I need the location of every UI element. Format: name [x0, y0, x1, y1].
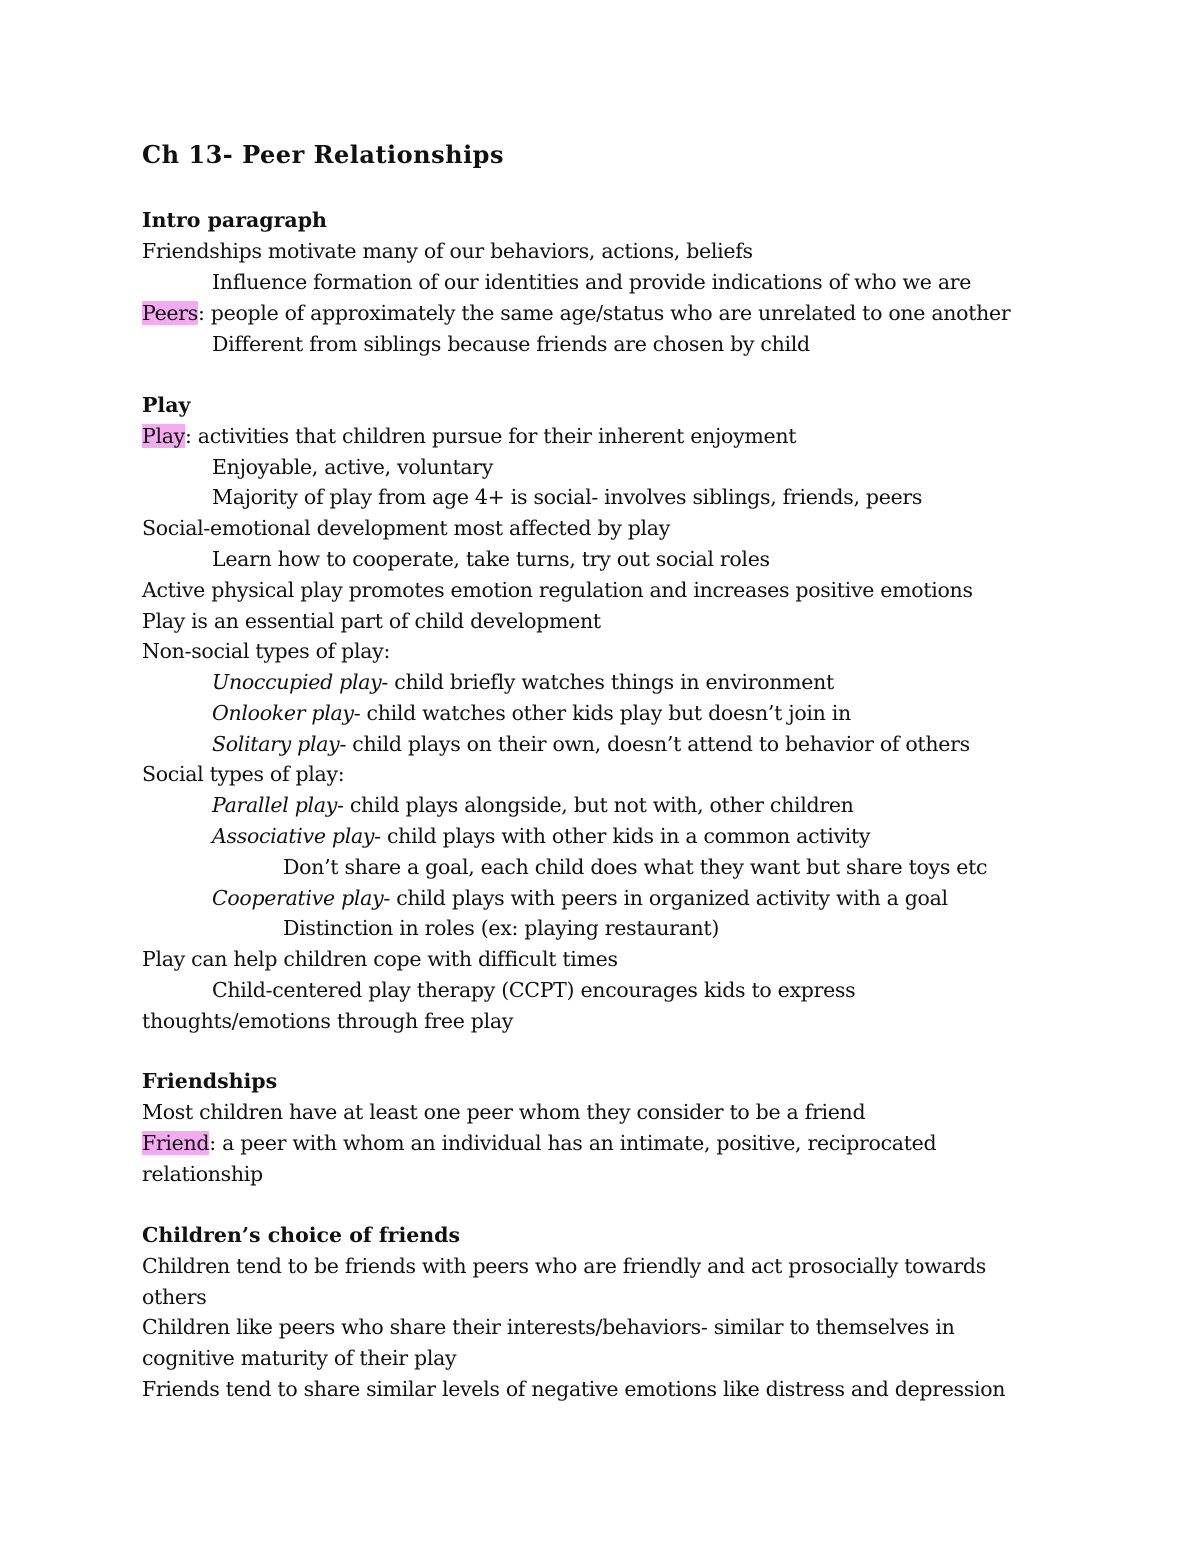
text-line: cognitive maturity of their play — [142, 1346, 457, 1370]
text-line: Friends tend to share similar levels of negative emotions like distress and depression — [142, 1377, 1006, 1401]
text-line: Child-centered play therapy (CCPT) encourages kids to express — [212, 978, 856, 1002]
text-line: thoughts/emotions through free play — [142, 1009, 514, 1033]
section-heading-intro: Intro paragraph — [142, 208, 327, 232]
text-line — [212, 883, 1112, 914]
text-line: Majority of play from age 4+ is social- involves siblings, friends, peers — [212, 485, 923, 509]
definition-text: : people of approximately the same age/status who are unrelated to one another — [197, 301, 1011, 325]
definition-text: - child watches other kids play but doesn’t join in — [353, 701, 851, 725]
section-heading-friendships: Friendships — [142, 1069, 278, 1093]
definition-text: - child plays with peers in organized activity with a goal — [383, 886, 948, 910]
text-line — [142, 1128, 1042, 1159]
highlighted-term-friend: Friend — [142, 1131, 210, 1155]
definition-text: - child plays alongside, but not with, other children — [337, 793, 854, 817]
text-line: Play can help children cope with difficult times — [142, 947, 618, 971]
italic-term: Onlooker play — [212, 701, 354, 725]
section-heading-choice-of-friends: Children’s choice of friends — [142, 1223, 461, 1247]
text-line: others — [142, 1285, 207, 1309]
text-line: Children tend to be friends with peers who are friendly and act prosocially towards — [142, 1254, 986, 1278]
italic-term: Associative play — [212, 824, 375, 848]
text-line — [212, 729, 1112, 760]
text-line: Influence formation of our identities and provide indications of who we are — [212, 270, 972, 294]
italic-term: Unoccupied play — [212, 670, 382, 694]
highlighted-term-play: Play — [142, 424, 185, 448]
text-line — [212, 821, 1112, 852]
italic-term: Solitary play — [212, 732, 340, 756]
text-line: Non-social types of play: — [142, 639, 391, 663]
text-line: Children like peers who share their interests/behaviors- similar to themselves in — [142, 1315, 955, 1339]
text-line — [212, 667, 1112, 698]
page-title: Ch 13- Peer Relationships — [142, 140, 504, 169]
text-line — [142, 298, 1042, 329]
italic-term: Parallel play — [212, 793, 338, 817]
text-line: Friendships motivate many of our behaviors, actions, beliefs — [142, 239, 753, 263]
text-line — [212, 698, 1112, 729]
text-line: Social types of play: — [142, 762, 345, 786]
text-line: Social-emotional development most affected by play — [142, 516, 670, 540]
text-line: relationship — [142, 1162, 263, 1186]
definition-text: : activities that children pursue for their inherent enjoyment — [184, 424, 797, 448]
highlighted-term-peers: Peers — [142, 301, 198, 325]
text-line: Different from siblings because friends are chosen by child — [212, 332, 810, 356]
definition-text: - child plays with other kids in a common activity — [374, 824, 871, 848]
text-line: Active physical play promotes emotion regulation and increases positive emotions — [142, 578, 973, 602]
definition-text: : a peer with whom an individual has an intimate, positive, reciprocated — [209, 1131, 937, 1155]
text-line: Most children have at least one peer whom they consider to be a friend — [142, 1100, 866, 1124]
text-line: Enjoyable, active, voluntary — [212, 455, 494, 479]
section-heading-play: Play — [142, 393, 191, 417]
definition-text: - child briefly watches things in environment — [381, 670, 834, 694]
text-line: Distinction in roles (ex: playing restaurant) — [283, 916, 720, 940]
text-line — [142, 421, 1042, 452]
text-line: Play is an essential part of child development — [142, 609, 601, 633]
definition-text: - child plays on their own, doesn’t attend to behavior of others — [339, 732, 970, 756]
italic-term: Cooperative play — [212, 886, 384, 910]
text-line: Learn how to cooperate, take turns, try out social roles — [212, 547, 770, 571]
text-line: Don’t share a goal, each child does what they want but share toys etc — [283, 855, 988, 879]
text-line — [212, 790, 1112, 821]
